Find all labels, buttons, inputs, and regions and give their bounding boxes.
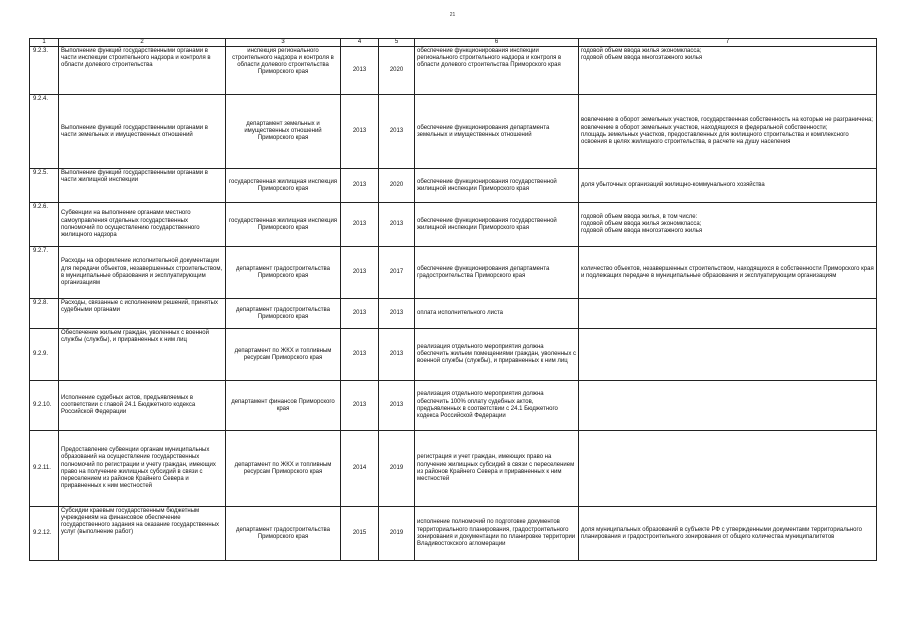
start-year: 2013 (341, 169, 379, 203)
start-year: 2013 (341, 95, 379, 169)
executor: департамент финансов Приморского края (226, 381, 341, 431)
start-year: 2013 (341, 203, 379, 247)
activity-name: Выполнение функций государственными органами в части жилищной инспекции (59, 169, 226, 203)
activity-name: Расходы на оформление исполнительной документации для передачи объектов, незавершенных строительством, в муниципальные образования и эксплуатирующим организациям (59, 247, 226, 299)
expected-result: исполнение полномочий по подготовке документов территориального планирования, градостроительного зонирования и документации по планировке территории Владивостокского агломерации (415, 507, 579, 561)
row-number: 9.2.8. (30, 299, 59, 329)
row-number: 9.2.6. (30, 203, 59, 247)
activity-name: Обеспечение жильем граждан, уволенных с военной службы (службы), и приравненных к ним лиц (59, 329, 226, 381)
column-header: 3 (226, 39, 341, 47)
indicators (579, 169, 877, 203)
table-row (30, 329, 877, 381)
indicator-item: вовлечение в оборот земельных участков, находящихся в федеральной собственности; (581, 124, 828, 131)
end-year: 2013 (379, 95, 415, 169)
row-number: 9.2.12. (30, 507, 59, 561)
expected-result: регистрация и учет граждан, имеющих право на получение жилищных субсидий в связи с переселением из районов Крайнего Севера и приравненных к ним местностей (415, 431, 579, 507)
end-year: 2020 (379, 169, 415, 203)
indicators (579, 381, 877, 431)
indicator-item: годовой объем ввода жилья экономкласса; (581, 221, 702, 228)
executor: департамент по ЖКХ и топливным ресурсам Приморского края (226, 431, 341, 507)
table-row (30, 247, 877, 299)
row-number: 9.2.9. (30, 329, 59, 381)
executor: инспекция регионального строительного надзора и контроля в области долевого строительства Приморского края (226, 47, 341, 95)
table-row (30, 381, 877, 431)
table-row (30, 299, 877, 329)
executor: департамент градостроительства Приморского края (226, 247, 341, 299)
end-year: 2019 (379, 507, 415, 561)
end-year: 2017 (379, 247, 415, 299)
indicators (579, 247, 877, 299)
activity-name: Расходы, связанные с исполнением решений, принятых судебными органами (59, 299, 226, 329)
indicators (579, 507, 877, 561)
column-header: 5 (379, 39, 415, 47)
indicators (579, 47, 877, 95)
indicator-item: годовой объем ввода жилья, в том числе: (581, 213, 698, 220)
expected-result: обеспечение функционирования государственной жилищной инспекции Приморского края (415, 169, 579, 203)
indicators (579, 95, 877, 169)
column-header: 7 (579, 39, 877, 47)
header-row (30, 39, 877, 47)
indicator-item: доля муниципальных образований в субъекте РФ с утвержденными документами территориального планирования и градостроительного зонирования от общего количества муниципалитетов (581, 526, 862, 540)
start-year: 2013 (341, 381, 379, 431)
activity-name: Выполнение функций государственными органами в части инспекции строительного надзора и контроля в области долевого строительства (59, 47, 226, 95)
start-year: 2015 (341, 507, 379, 561)
indicator-item: количество объектов, незавершенных строительством, находящихся в собственности Приморского края и подлежащих передаче в муниципальные образования и эксплуатирующим организациям (581, 265, 874, 279)
page-number: 21 (449, 12, 456, 18)
row-number: 9.2.4. (30, 95, 59, 169)
table-row (30, 431, 877, 507)
executor: государственная жилищная инспекция Приморского края (226, 169, 341, 203)
indicator-item: годовой объем ввода жилья экономкласса; (581, 48, 702, 55)
column-header: 6 (415, 39, 579, 47)
executor: департамент градостроительства Приморского края (226, 507, 341, 561)
table-row (30, 95, 877, 169)
expected-result: обеспечение функционирования департамента градостроительства Приморского края (415, 247, 579, 299)
expected-result: реализация отдельного мероприятия должна обеспечить 100% оплату судебных актов, предъявленных в соответствии с 24.1 Бюджетного кодекса Российской Федерации (415, 381, 579, 431)
indicators (579, 431, 877, 507)
activity-name: Исполнение судебных актов, предъявляемых в соответствии с главой 24.1 Бюджетного кодекса Российской Федерации (59, 381, 226, 431)
indicator-item: доля убыточных организаций жилищно-коммунального хозяйства (581, 182, 765, 189)
expected-result: оплата исполнительного листа (415, 299, 579, 329)
end-year: 2013 (379, 329, 415, 381)
activity-name: Субвенции на выполнение органами местного самоуправления отдельных государственных полномочий по осуществлению государственного жилищного надзора (59, 203, 226, 247)
indicator-item: годовой объем ввода многоэтажного жилья (581, 55, 703, 62)
end-year: 2019 (379, 431, 415, 507)
start-year: 2013 (341, 299, 379, 329)
indicator-item: площадь земельных участков, предоставленных для жилищного строительства и комплексного освоения в целях жилищного строительства, в расчете на душу населения (581, 131, 849, 145)
end-year: 2013 (379, 381, 415, 431)
start-year: 2013 (341, 247, 379, 299)
row-number: 9.2.5. (30, 169, 59, 203)
expected-result: обеспечение функционирования инспекции регионального строительного надзора и контроля в области долевого строительства Приморского края (415, 47, 579, 95)
end-year: 2013 (379, 299, 415, 329)
expected-result: реализация отдельного мероприятия должна обеспечить жильем помещениями граждан, уволенных с военной службы (службы), и приравненных к ним лиц (415, 329, 579, 381)
start-year: 2013 (341, 329, 379, 381)
executor: департамент по ЖКХ и топливным ресурсам Приморского края (226, 329, 341, 381)
expected-result: обеспечение функционирования департамента земельных и имущественных отношений (415, 95, 579, 169)
indicators (579, 299, 877, 329)
end-year: 2020 (379, 47, 415, 95)
table-row (30, 169, 877, 203)
executor: государственная жилищная инспекция Приморского края (226, 203, 341, 247)
indicators (579, 203, 877, 247)
row-number: 9.2.11. (30, 431, 59, 507)
indicator-item: годовой объем ввода многоэтажного жилья (581, 228, 703, 235)
row-number: 9.2.10. (30, 381, 59, 431)
activity-name: Выполнение функций государственными органами в части земельных и имущественных отношений (59, 95, 226, 169)
expected-result: обеспечение функционирования государственной жилищной инспекции Приморского края (415, 203, 579, 247)
program-activities-table (29, 38, 877, 561)
indicators (579, 329, 877, 381)
table-row (30, 507, 877, 561)
row-number: 9.2.7. (30, 247, 59, 299)
column-header: 4 (341, 39, 379, 47)
executor: департамент земельных и имущественных отношений Приморского края (226, 95, 341, 169)
start-year: 2014 (341, 431, 379, 507)
column-header: 1 (30, 39, 59, 47)
activity-name: Предоставление субвенции органам муниципальных образований на осуществление государственных полномочий по регистрации и учету граждан, имеющих право на получение жилищных субсидий в связи с переселением из районов Крайнего Севера и приравненных к ним местностей (59, 431, 226, 507)
start-year: 2013 (341, 47, 379, 95)
activity-name: Субсидии краевым государственным бюджетным учреждениям на финансовое обеспечение государственного задания на оказание государственных услуг (выполнение работ) (59, 507, 226, 561)
column-header: 2 (59, 39, 226, 47)
table-row (30, 47, 877, 95)
row-number: 9.2.3. (30, 47, 59, 95)
executor: департамент градостроительства Приморского края (226, 299, 341, 329)
indicator-item: вовлечение в оборот земельных участков, государственная собственность на которые не разграничена; (581, 117, 873, 124)
table-row (30, 203, 877, 247)
end-year: 2013 (379, 203, 415, 247)
